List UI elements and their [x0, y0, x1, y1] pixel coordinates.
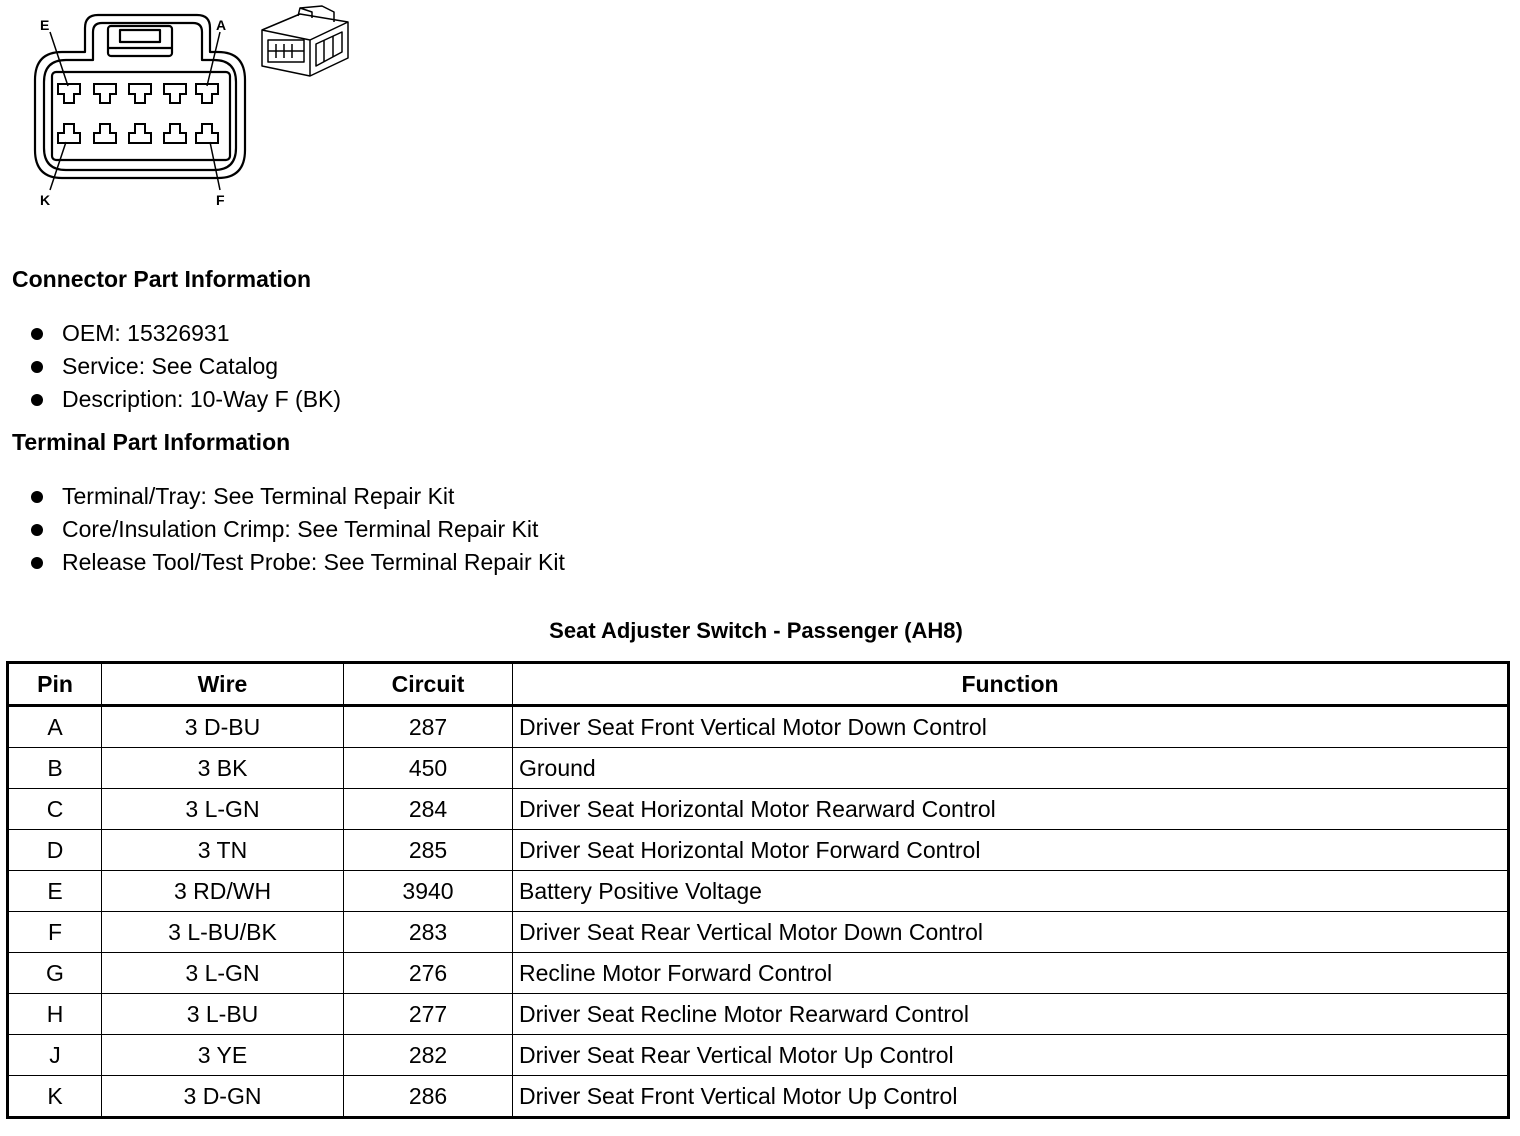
cell-wire: 3 BK — [102, 748, 344, 789]
header-function: Function — [513, 663, 1509, 706]
cell-function: Driver Seat Rear Vertical Motor Down Control — [513, 912, 1509, 953]
cell-wire: 3 D-BU — [102, 706, 344, 748]
terminal-part-list — [28, 480, 565, 579]
table-header-row — [8, 663, 1509, 706]
cell-wire: 3 D-GN — [102, 1076, 344, 1118]
list-item: Core/Insulation Crimp: See Terminal Repair Kit — [28, 513, 565, 546]
pin-label-e: E — [40, 17, 50, 33]
pinout-table — [6, 661, 1510, 1119]
cell-pin: D — [8, 830, 102, 871]
table-row — [8, 871, 1509, 912]
header-pin: Pin — [8, 663, 102, 706]
connector-thumbnail — [262, 6, 348, 76]
cell-function: Driver Seat Recline Motor Rearward Control — [513, 994, 1509, 1035]
table-row — [8, 1035, 1509, 1076]
pin-label-k: K — [40, 192, 51, 208]
cell-circuit: 285 — [344, 830, 513, 871]
bullet-icon — [31, 491, 43, 503]
cell-circuit: 283 — [344, 912, 513, 953]
cell-pin: E — [8, 871, 102, 912]
bullet-icon — [31, 557, 43, 569]
cell-function: Driver Seat Front Vertical Motor Down Control — [513, 706, 1509, 748]
list-item: Release Tool/Test Probe: See Terminal Repair Kit — [28, 546, 565, 579]
list-item: Service: See Catalog — [28, 350, 341, 383]
terminal-part-heading: Terminal Part Information — [12, 429, 291, 455]
bullet-icon — [31, 524, 43, 536]
cell-circuit: 3940 — [344, 871, 513, 912]
cell-wire: 3 TN — [102, 830, 344, 871]
cell-function: Driver Seat Horizontal Motor Forward Control — [513, 830, 1509, 871]
table-row — [8, 994, 1509, 1035]
pin-label-a: A — [216, 17, 227, 33]
cell-pin: C — [8, 789, 102, 830]
cell-circuit: 287 — [344, 706, 513, 748]
pin-label-f: F — [216, 192, 225, 208]
cell-wire: 3 L-BU/BK — [102, 912, 344, 953]
list-item: Terminal/Tray: See Terminal Repair Kit — [28, 480, 565, 513]
cell-pin: F — [8, 912, 102, 953]
cell-function: Ground — [513, 748, 1509, 789]
list-item: OEM: 15326931 — [28, 317, 341, 350]
table-row — [8, 1076, 1509, 1118]
bullet-icon — [31, 328, 43, 340]
cell-pin: B — [8, 748, 102, 789]
bullet-icon — [31, 394, 43, 406]
cell-wire: 3 RD/WH — [102, 871, 344, 912]
cell-function: Driver Seat Rear Vertical Motor Up Control — [513, 1035, 1509, 1076]
connector-face-diagram — [0, 0, 380, 215]
connector-part-list — [28, 317, 341, 416]
cell-pin: J — [8, 1035, 102, 1076]
cell-wire: 3 YE — [102, 1035, 344, 1076]
table-row — [8, 912, 1509, 953]
table-row — [8, 830, 1509, 871]
cell-pin: K — [8, 1076, 102, 1118]
table-row — [8, 706, 1509, 748]
cell-circuit: 286 — [344, 1076, 513, 1118]
header-circuit: Circuit — [344, 663, 513, 706]
cell-wire: 3 L-GN — [102, 789, 344, 830]
table-title: Seat Adjuster Switch - Passenger (AH8) — [549, 618, 963, 643]
table-row — [8, 748, 1509, 789]
cell-wire: 3 L-GN — [102, 953, 344, 994]
cell-function: Recline Motor Forward Control — [513, 953, 1509, 994]
table-row — [8, 953, 1509, 994]
cell-circuit: 276 — [344, 953, 513, 994]
bullet-icon — [31, 361, 43, 373]
cell-function: Driver Seat Horizontal Motor Rearward Control — [513, 789, 1509, 830]
cell-circuit: 282 — [344, 1035, 513, 1076]
table-row — [8, 789, 1509, 830]
cell-function: Battery Positive Voltage — [513, 871, 1509, 912]
connector-part-heading: Connector Part Information — [12, 266, 312, 292]
cell-pin: A — [8, 706, 102, 748]
cell-pin: G — [8, 953, 102, 994]
cell-pin: H — [8, 994, 102, 1035]
cell-circuit: 284 — [344, 789, 513, 830]
cell-wire: 3 L-BU — [102, 994, 344, 1035]
cell-circuit: 277 — [344, 994, 513, 1035]
cell-function: Driver Seat Front Vertical Motor Up Control — [513, 1076, 1509, 1118]
header-wire: Wire — [102, 663, 344, 706]
cell-circuit: 450 — [344, 748, 513, 789]
list-item: Description: 10-Way F (BK) — [28, 383, 341, 416]
